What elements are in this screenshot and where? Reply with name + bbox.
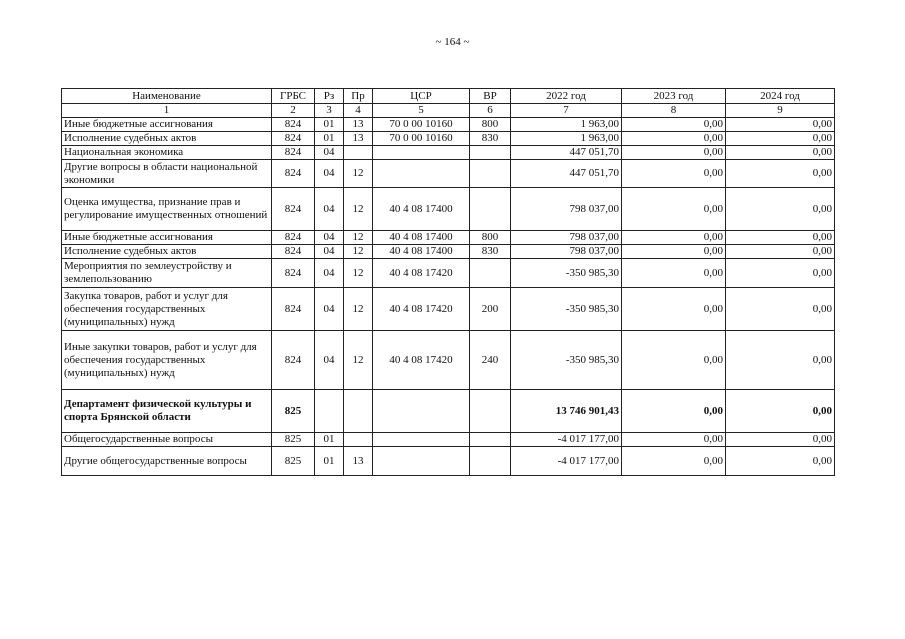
table-row bbox=[62, 288, 835, 331]
row-rz: 04 bbox=[315, 231, 344, 245]
row-grbs: 824 bbox=[272, 231, 315, 245]
row-2023: 0,00 bbox=[622, 146, 726, 160]
column-number: 8 bbox=[622, 104, 726, 118]
row-csr: 40 4 08 17420 bbox=[373, 259, 470, 288]
row-csr: 40 4 08 17400 bbox=[373, 245, 470, 259]
row-pr: 13 bbox=[344, 447, 373, 476]
table-row bbox=[62, 390, 835, 433]
page-number: ~ 164 ~ bbox=[435, 36, 470, 48]
row-2022: 1 963,00 bbox=[511, 118, 622, 132]
row-2022: 798 037,00 bbox=[511, 231, 622, 245]
row-2024: 0,00 bbox=[726, 390, 835, 433]
column-number: 5 bbox=[373, 104, 470, 118]
row-2022: -4 017 177,00 bbox=[511, 447, 622, 476]
row-2024: 0,00 bbox=[726, 188, 835, 231]
table-row bbox=[62, 447, 835, 476]
row-2023: 0,00 bbox=[622, 433, 726, 447]
row-2024: 0,00 bbox=[726, 160, 835, 188]
row-name: Общегосударственные вопросы bbox=[62, 433, 272, 447]
column-number: 7 bbox=[511, 104, 622, 118]
column-number: 4 bbox=[344, 104, 373, 118]
row-rz: 04 bbox=[315, 188, 344, 231]
row-pr: 12 bbox=[344, 231, 373, 245]
row-rz: 01 bbox=[315, 447, 344, 476]
table-header-row bbox=[62, 89, 835, 104]
row-rz: 04 bbox=[315, 160, 344, 188]
header-pr: Пр bbox=[344, 89, 373, 104]
column-number: 9 bbox=[726, 104, 835, 118]
column-number: 1 bbox=[62, 104, 272, 118]
row-vr: 800 bbox=[470, 118, 511, 132]
row-csr bbox=[373, 433, 470, 447]
row-rz: 04 bbox=[315, 331, 344, 390]
row-2024: 0,00 bbox=[726, 288, 835, 331]
row-name: Департамент физической культуры и спорта Брянской области bbox=[62, 390, 272, 433]
row-2024: 0,00 bbox=[726, 331, 835, 390]
column-number: 2 bbox=[272, 104, 315, 118]
row-csr: 70 0 00 10160 bbox=[373, 118, 470, 132]
row-grbs: 825 bbox=[272, 433, 315, 447]
row-name: Иные бюджетные ассигнования bbox=[62, 118, 272, 132]
row-vr: 800 bbox=[470, 231, 511, 245]
row-pr: 12 bbox=[344, 259, 373, 288]
row-2024: 0,00 bbox=[726, 118, 835, 132]
table-row bbox=[62, 259, 835, 288]
row-grbs: 824 bbox=[272, 259, 315, 288]
row-vr: 830 bbox=[470, 245, 511, 259]
header-csr: ЦСР bbox=[373, 89, 470, 104]
header-2024: 2024 год bbox=[726, 89, 835, 104]
row-grbs: 824 bbox=[272, 118, 315, 132]
row-pr bbox=[344, 390, 373, 433]
row-pr bbox=[344, 433, 373, 447]
row-vr: 830 bbox=[470, 132, 511, 146]
row-pr: 12 bbox=[344, 160, 373, 188]
row-grbs: 824 bbox=[272, 331, 315, 390]
row-2023: 0,00 bbox=[622, 231, 726, 245]
row-grbs: 825 bbox=[272, 447, 315, 476]
row-2023: 0,00 bbox=[622, 259, 726, 288]
row-name: Оценка имущества, признание прав и регулирование имущественных отношений bbox=[62, 188, 272, 231]
row-2022: 798 037,00 bbox=[511, 245, 622, 259]
row-csr: 40 4 08 17400 bbox=[373, 188, 470, 231]
row-2023: 0,00 bbox=[622, 132, 726, 146]
budget-table bbox=[61, 88, 835, 476]
header-2023: 2023 год bbox=[622, 89, 726, 104]
table-row bbox=[62, 245, 835, 259]
row-2024: 0,00 bbox=[726, 146, 835, 160]
row-rz: 01 bbox=[315, 132, 344, 146]
row-grbs: 825 bbox=[272, 390, 315, 433]
row-rz: 01 bbox=[315, 118, 344, 132]
row-2023: 0,00 bbox=[622, 245, 726, 259]
row-2023: 0,00 bbox=[622, 331, 726, 390]
row-csr: 70 0 00 10160 bbox=[373, 132, 470, 146]
row-vr: 200 bbox=[470, 288, 511, 331]
row-2024: 0,00 bbox=[726, 447, 835, 476]
row-vr bbox=[470, 160, 511, 188]
row-csr: 40 4 08 17400 bbox=[373, 231, 470, 245]
row-2022: -350 985,30 bbox=[511, 288, 622, 331]
row-2024: 0,00 bbox=[726, 231, 835, 245]
row-2024: 0,00 bbox=[726, 132, 835, 146]
row-pr: 12 bbox=[344, 288, 373, 331]
row-2022: 447 051,70 bbox=[511, 160, 622, 188]
row-name: Мероприятия по землеустройству и землепользованию bbox=[62, 259, 272, 288]
row-grbs: 824 bbox=[272, 245, 315, 259]
row-rz bbox=[315, 390, 344, 433]
row-name: Исполнение судебных актов bbox=[62, 245, 272, 259]
row-pr: 12 bbox=[344, 188, 373, 231]
row-vr bbox=[470, 390, 511, 433]
row-rz: 04 bbox=[315, 288, 344, 331]
table-row bbox=[62, 132, 835, 146]
row-rz: 04 bbox=[315, 245, 344, 259]
column-number-row bbox=[62, 104, 835, 118]
row-pr bbox=[344, 146, 373, 160]
row-2023: 0,00 bbox=[622, 390, 726, 433]
header-rz: Рз bbox=[315, 89, 344, 104]
row-pr: 13 bbox=[344, 118, 373, 132]
row-grbs: 824 bbox=[272, 288, 315, 331]
header-name: Наименование bbox=[62, 89, 272, 104]
row-name: Иные бюджетные ассигнования bbox=[62, 231, 272, 245]
row-name: Другие общегосударственные вопросы bbox=[62, 447, 272, 476]
row-2024: 0,00 bbox=[726, 245, 835, 259]
row-vr bbox=[470, 447, 511, 476]
row-csr bbox=[373, 447, 470, 476]
row-grbs: 824 bbox=[272, 188, 315, 231]
table-row bbox=[62, 331, 835, 390]
row-rz: 01 bbox=[315, 433, 344, 447]
row-2022: 447 051,70 bbox=[511, 146, 622, 160]
row-2023: 0,00 bbox=[622, 118, 726, 132]
table-row bbox=[62, 160, 835, 188]
table-row bbox=[62, 118, 835, 132]
table-row bbox=[62, 231, 835, 245]
row-csr bbox=[373, 390, 470, 433]
row-csr bbox=[373, 160, 470, 188]
row-grbs: 824 bbox=[272, 146, 315, 160]
table-row bbox=[62, 433, 835, 447]
row-name: Исполнение судебных актов bbox=[62, 132, 272, 146]
row-csr: 40 4 08 17420 bbox=[373, 288, 470, 331]
row-2022: 1 963,00 bbox=[511, 132, 622, 146]
row-name: Иные закупки товаров, работ и услуг для обеспечения государственных (муниципальных) нужд bbox=[62, 331, 272, 390]
row-pr: 12 bbox=[344, 245, 373, 259]
row-vr bbox=[470, 259, 511, 288]
table-row bbox=[62, 146, 835, 160]
table-body bbox=[62, 118, 835, 476]
row-grbs: 824 bbox=[272, 160, 315, 188]
row-2023: 0,00 bbox=[622, 160, 726, 188]
row-2024: 0,00 bbox=[726, 433, 835, 447]
row-rz: 04 bbox=[315, 146, 344, 160]
row-pr: 12 bbox=[344, 331, 373, 390]
table-row bbox=[62, 188, 835, 231]
row-csr: 40 4 08 17420 bbox=[373, 331, 470, 390]
row-2022: 13 746 901,43 bbox=[511, 390, 622, 433]
header-grbs: ГРБС bbox=[272, 89, 315, 104]
row-2024: 0,00 bbox=[726, 259, 835, 288]
column-number: 3 bbox=[315, 104, 344, 118]
row-vr bbox=[470, 188, 511, 231]
row-vr bbox=[470, 433, 511, 447]
row-2022: -350 985,30 bbox=[511, 331, 622, 390]
row-2022: -350 985,30 bbox=[511, 259, 622, 288]
row-2022: 798 037,00 bbox=[511, 188, 622, 231]
header-2022: 2022 год bbox=[511, 89, 622, 104]
row-name: Другие вопросы в области национальной экономики bbox=[62, 160, 272, 188]
column-number: 6 bbox=[470, 104, 511, 118]
row-2023: 0,00 bbox=[622, 288, 726, 331]
row-2023: 0,00 bbox=[622, 447, 726, 476]
row-rz: 04 bbox=[315, 259, 344, 288]
row-name: Закупка товаров, работ и услуг для обеспечения государственных (муниципальных) нужд bbox=[62, 288, 272, 331]
row-2022: -4 017 177,00 bbox=[511, 433, 622, 447]
row-pr: 13 bbox=[344, 132, 373, 146]
row-csr bbox=[373, 146, 470, 160]
row-name: Национальная экономика bbox=[62, 146, 272, 160]
row-grbs: 824 bbox=[272, 132, 315, 146]
row-vr bbox=[470, 146, 511, 160]
header-vr: ВР bbox=[470, 89, 511, 104]
row-vr: 240 bbox=[470, 331, 511, 390]
row-2023: 0,00 bbox=[622, 188, 726, 231]
